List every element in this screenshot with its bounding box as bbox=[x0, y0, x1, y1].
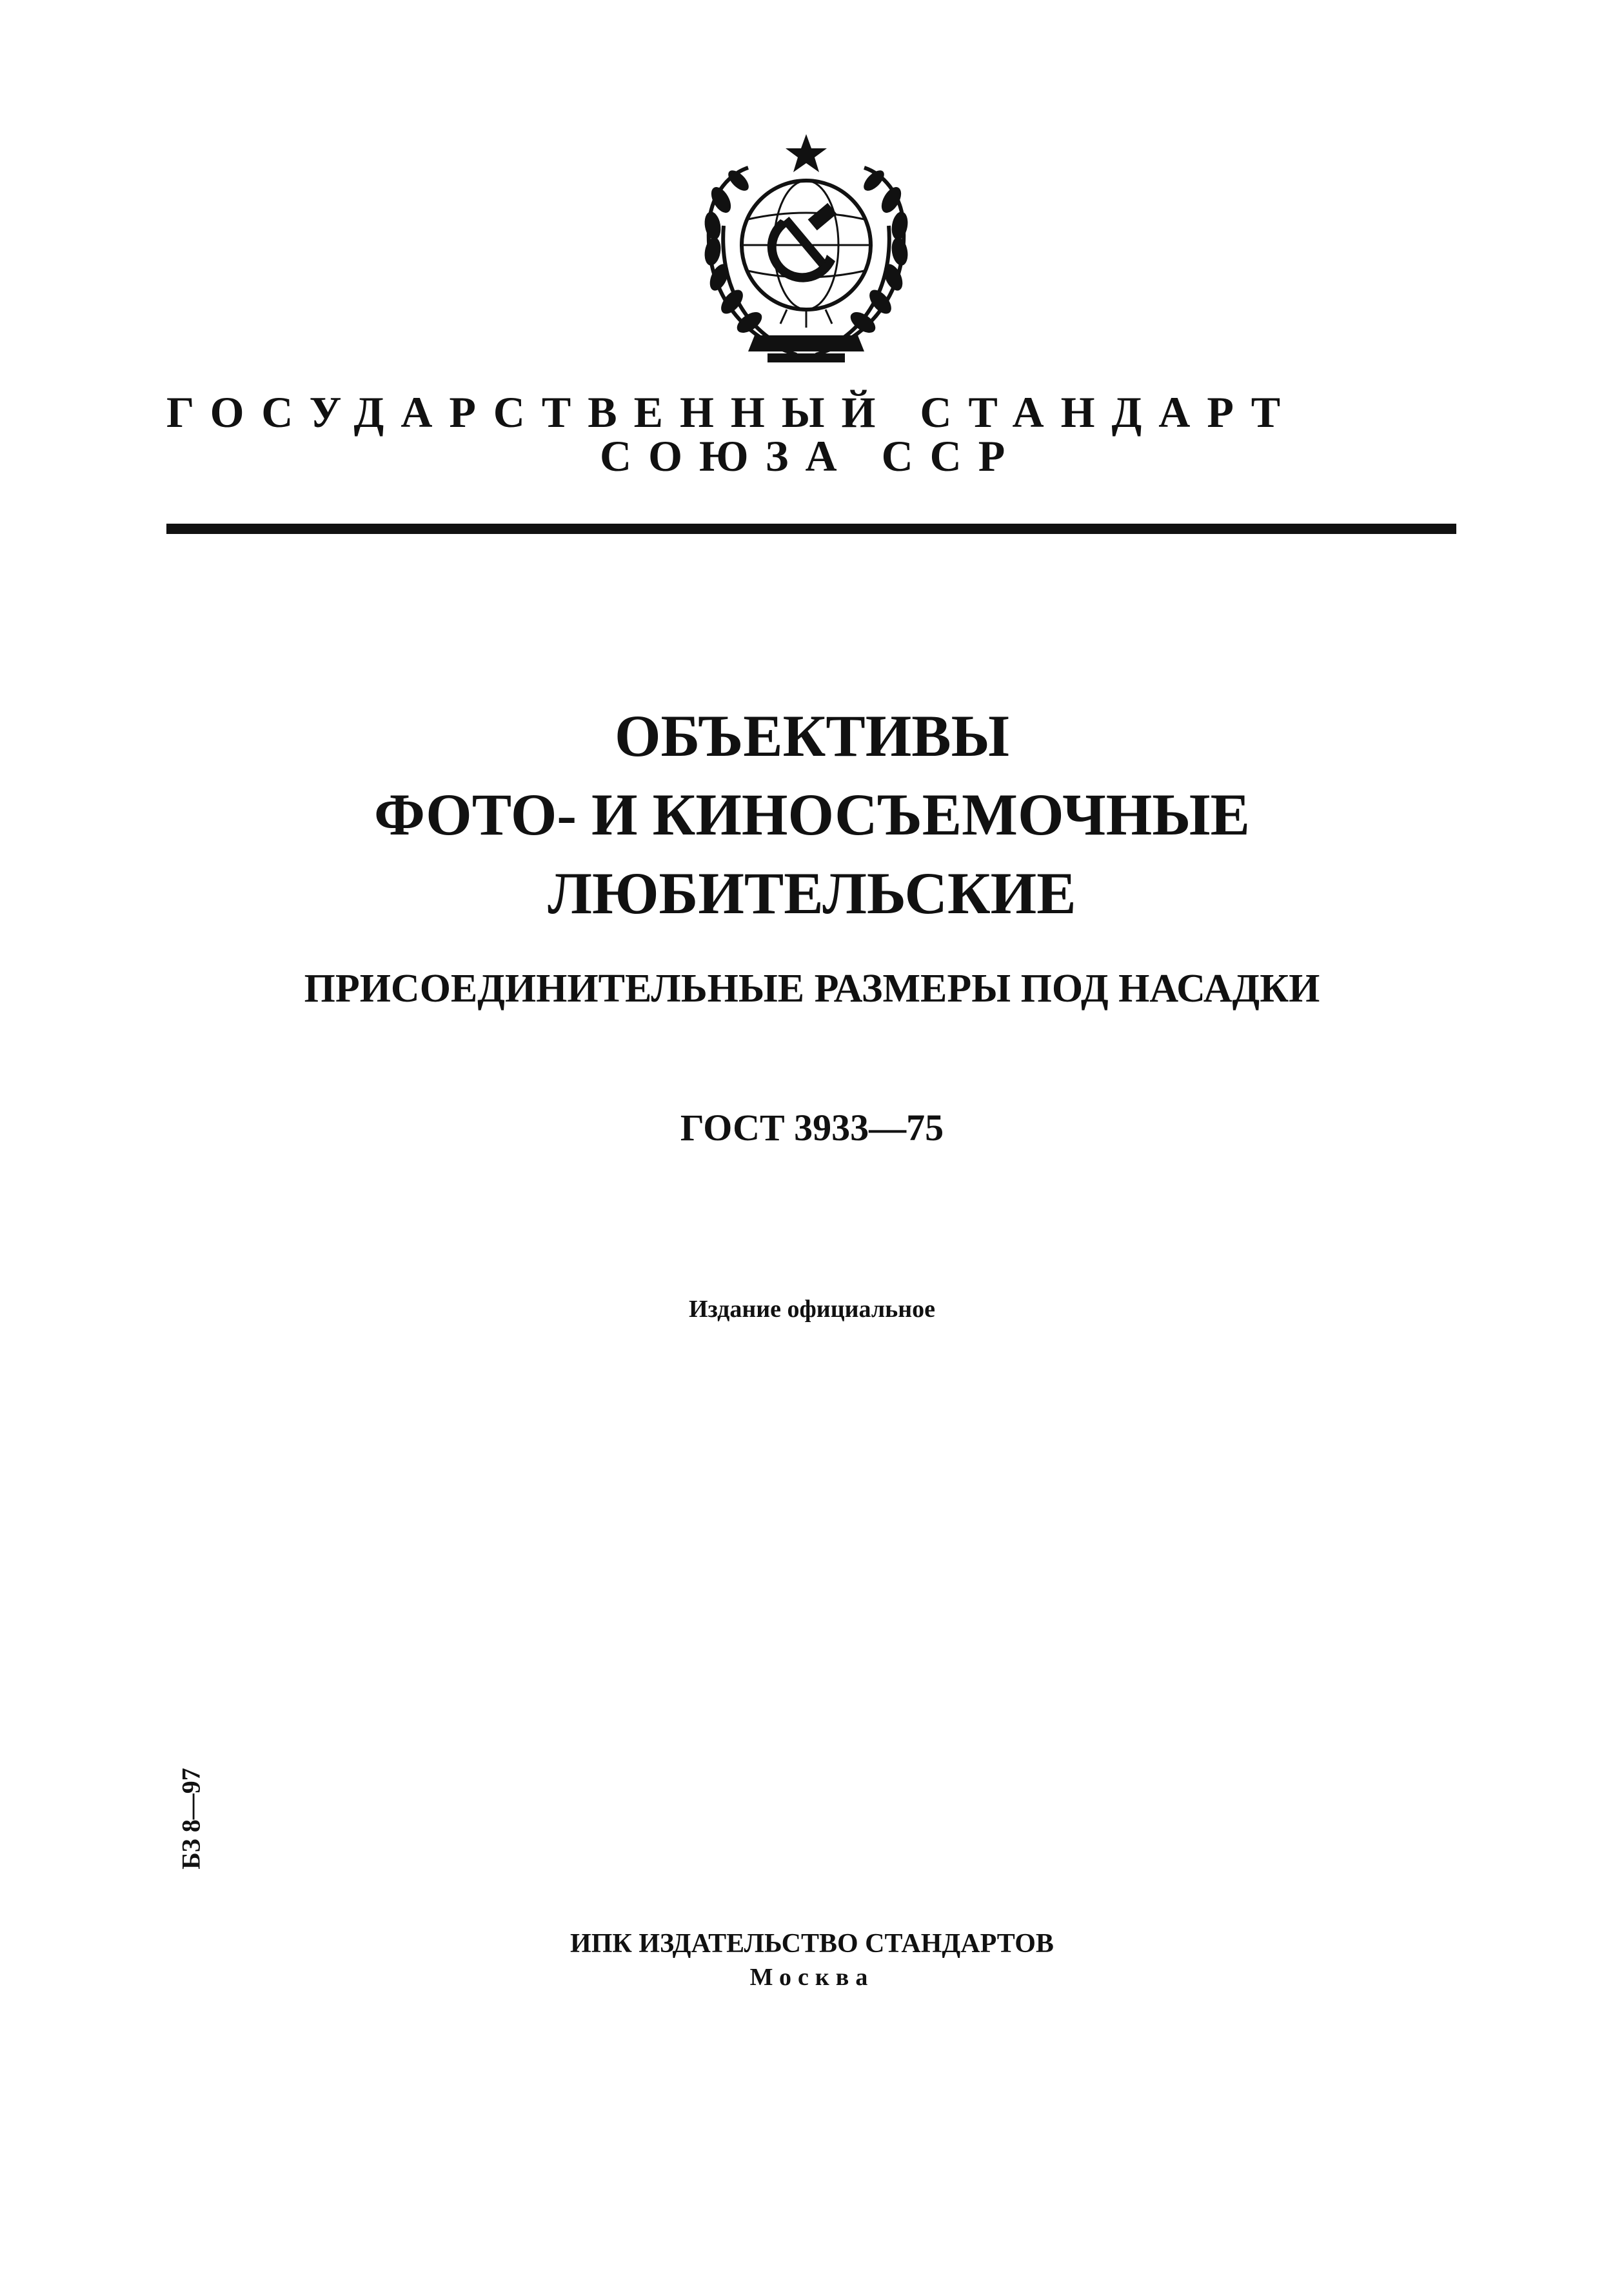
edition-label: Издание официальное bbox=[688, 1296, 935, 1323]
title-line-2: ФОТО- И КИНОСЪЕМОЧНЫЕ bbox=[374, 782, 1250, 847]
gost-number: ГОСТ 3933—75 bbox=[680, 1107, 944, 1149]
document-title bbox=[0, 696, 1624, 933]
state-emblem-icon bbox=[684, 123, 929, 374]
ribbon bbox=[748, 335, 864, 362]
header-state-standard: ГОСУДАРСТВЕННЫЙ СТАНДАРТ bbox=[166, 388, 1298, 437]
star-icon bbox=[786, 134, 827, 172]
title-line-1: ОБЪЕКТИВЫ bbox=[615, 703, 1009, 769]
title-line-3: ЛЮБИТЕЛЬСКИЕ bbox=[548, 860, 1076, 926]
side-code: БЗ 8—97 bbox=[176, 1768, 206, 1870]
header-ussr: СОЮЗА ССР bbox=[600, 431, 1022, 480]
header-divider bbox=[166, 524, 1456, 534]
publisher-city: Москва bbox=[749, 1964, 875, 1991]
publisher-name: ИПК ИЗДАТЕЛЬСТВО СТАНДАРТОВ bbox=[570, 1929, 1054, 1959]
document-subtitle: ПРИСОЕДИНИТЕЛЬНЫЕ РАЗМЕРЫ ПОД НАСАДКИ bbox=[304, 967, 1320, 1011]
